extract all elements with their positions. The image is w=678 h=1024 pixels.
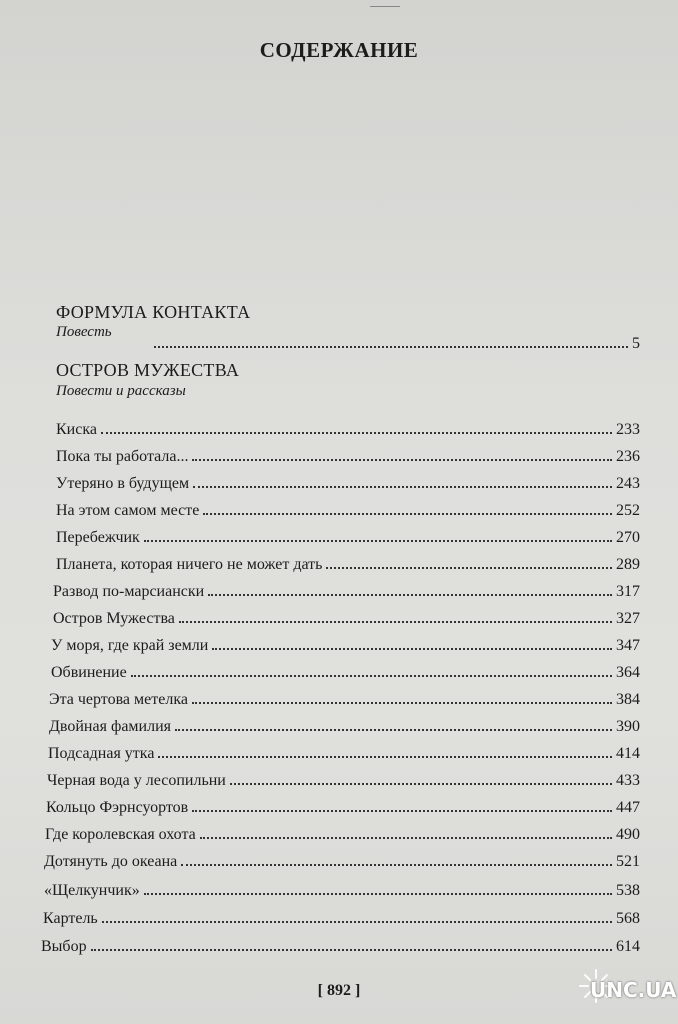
section-title-formula: ФОРМУЛА КОНТАКТА <box>56 302 251 322</box>
toc-entry-page: 433 <box>616 772 640 789</box>
toc-leader <box>192 810 612 812</box>
toc-entry <box>51 631 640 655</box>
toc-entry-page: 289 <box>616 556 640 573</box>
toc-entry <box>53 604 640 628</box>
toc-leader <box>179 621 612 623</box>
toc-leader <box>101 432 612 434</box>
toc-entry-title: Кольцо Фэрнсуортов <box>46 799 189 816</box>
toc-entry-title: Остров Мужества <box>53 610 175 627</box>
top-rule <box>370 6 400 7</box>
toc-entry <box>56 550 640 574</box>
toc-leader <box>200 837 612 839</box>
toc-entry <box>56 442 640 466</box>
toc-entry-title: Обвинение <box>51 664 127 681</box>
toc-entry-page: 384 <box>616 691 640 708</box>
toc-entry-page: 390 <box>616 718 640 735</box>
toc-entry-page: 252 <box>616 502 640 519</box>
toc-leader <box>175 729 612 731</box>
toc-entry-page: 233 <box>616 421 640 438</box>
toc-entry <box>56 469 640 493</box>
section-subtitle-formula: Повесть <box>56 324 112 340</box>
toc-entry-page: 538 <box>616 882 640 899</box>
toc-entry-page: 447 <box>616 799 640 816</box>
toc-entry-title: Двойная фамилия <box>49 718 172 735</box>
toc-entry-page: 317 <box>616 583 640 600</box>
toc-entry-page: 490 <box>616 826 640 843</box>
toc-entry <box>49 685 640 709</box>
toc-entry-title: Утеряно в будущем <box>56 475 190 492</box>
section-subtitle-island: Повести и рассказы <box>56 383 186 399</box>
toc-leader <box>144 893 612 895</box>
watermark-text: UNC.UA <box>590 978 677 1002</box>
toc-entry-title: Черная вода у лесопильни <box>47 772 226 789</box>
toc-entry <box>53 577 640 601</box>
section-title-island: ОСТРОВ МУЖЕСТВА <box>56 360 240 380</box>
toc-entry-page: 270 <box>616 529 640 546</box>
toc-entry-page: 327 <box>616 610 640 627</box>
toc-entry-title: Выбор <box>41 938 87 955</box>
toc-leader <box>181 864 612 866</box>
toc-entry-page: 614 <box>616 938 640 955</box>
toc-entry <box>46 793 640 817</box>
toc-entry-page: 5 <box>632 335 640 352</box>
toc-entry <box>150 329 640 353</box>
toc-entry-page: 414 <box>616 745 640 762</box>
toc-entry <box>49 712 640 736</box>
toc-entry <box>56 415 640 439</box>
watermark <box>568 964 677 1020</box>
toc-entry-page: 568 <box>616 910 640 927</box>
toc-leader <box>192 459 612 461</box>
toc-entry-title: Картель <box>43 910 98 927</box>
toc-entry-title: Эта чертова метелка <box>49 691 188 708</box>
toc-leader <box>154 346 628 348</box>
toc-leader <box>102 921 612 923</box>
toc-entry-title: Пока ты работала... <box>56 448 189 465</box>
toc-entry <box>47 766 640 790</box>
toc-entry <box>48 739 640 763</box>
toc-entry-title: «Щелкунчик» <box>44 882 140 899</box>
toc-leader <box>91 949 612 951</box>
toc-leader <box>193 486 612 488</box>
contents-heading: СОДЕРЖАНИЕ <box>259 38 419 62</box>
toc-entry-title: У моря, где край земли <box>51 637 209 654</box>
toc-entry-title: Развод по-марсиански <box>53 583 205 600</box>
toc-leader <box>158 756 612 758</box>
toc-leader <box>326 567 612 569</box>
toc-entry <box>41 932 640 956</box>
toc-entry-page: 236 <box>616 448 640 465</box>
toc-leader <box>203 513 612 515</box>
toc-leader <box>230 783 612 785</box>
toc-leader <box>212 648 612 650</box>
toc-leader <box>131 675 612 677</box>
toc-entry-title: Киска <box>56 421 97 438</box>
toc-entry-title: На этом самом месте <box>56 502 200 519</box>
toc-entry <box>44 847 640 871</box>
toc-entry-title: Дотянуть до океана <box>44 853 178 870</box>
toc-leader <box>192 702 612 704</box>
toc-entry <box>44 876 640 900</box>
toc-entry <box>56 496 640 520</box>
toc-entry-page: 347 <box>616 637 640 654</box>
toc-entry-title: Перебежчик <box>56 529 140 546</box>
toc-entry-page: 243 <box>616 475 640 492</box>
toc-entry <box>51 658 640 682</box>
page-number: [ 892 ] <box>317 982 361 999</box>
toc-entry-title: Планета, которая ничего не может дать <box>56 556 323 573</box>
toc-entry-title: Подсадная утка <box>48 745 155 762</box>
toc-entry-page: 364 <box>616 664 640 681</box>
toc-entry <box>43 904 640 928</box>
toc-entry <box>56 523 640 547</box>
toc-entry <box>45 820 640 844</box>
toc-entry-page: 521 <box>616 853 640 870</box>
toc-leader <box>144 540 612 542</box>
toc-entry-title: Где королевская охота <box>45 826 196 843</box>
toc-leader <box>208 594 612 596</box>
